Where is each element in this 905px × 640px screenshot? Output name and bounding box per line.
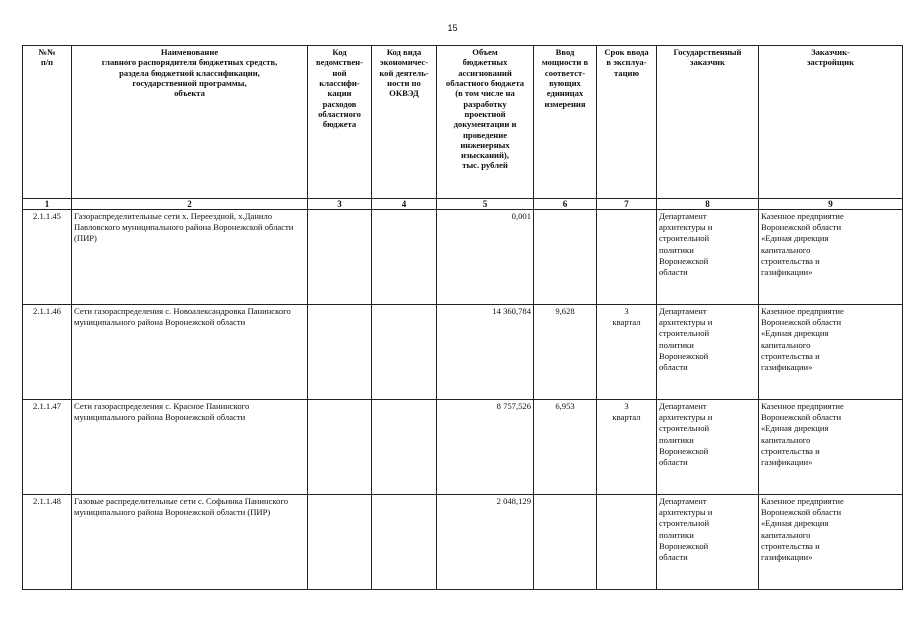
header-term: Срок ввода в эксплуа- тацию: [597, 46, 657, 199]
object-name: Сети газораспределения с. Новоалександровка Панинского муниципального района Воронежской области: [72, 305, 308, 400]
budget-table: [22, 45, 903, 590]
state-customer: Департамент архитектуры и строительной политики Воронежской области: [657, 495, 759, 590]
vedom-code: [308, 400, 372, 495]
row-number: 2.1.1.46: [23, 305, 72, 400]
capacity: 9,628: [534, 305, 597, 400]
commission-term: [597, 495, 657, 590]
object-name: Газовые распределительные сети с. Софьинка Панинского муниципального района Воронежской области (ПИР): [72, 495, 308, 590]
okved-code: [372, 495, 437, 590]
table-row: [23, 305, 903, 400]
header-okved: Код вида экономичес- кой деятель- ности по ОКВЭД: [372, 46, 437, 199]
commission-term: 3 квартал: [597, 400, 657, 495]
header-capacity: Ввод мощности в соответст- вующих единицах измерения: [534, 46, 597, 199]
header-customer: Государственный заказчик: [657, 46, 759, 199]
table-row: [23, 495, 903, 590]
budget-volume: 8 757,526: [437, 400, 534, 495]
vedom-code: [308, 495, 372, 590]
capacity: [534, 210, 597, 305]
okved-code: [372, 210, 437, 305]
column-number: 2: [72, 199, 308, 210]
header-vedom-code: Код ведомствен- ной классифи- кации расходов областного бюджета: [308, 46, 372, 199]
column-number: 8: [657, 199, 759, 210]
state-customer: Департамент архитектуры и строительной политики Воронежской области: [657, 305, 759, 400]
header-name: Наименование главного распорядителя бюджетных средств, раздела бюджетной классификации, государственной программы, объекта: [72, 46, 308, 199]
budget-volume: 2 048,129: [437, 495, 534, 590]
developer: Казенное предприятие Воронежской области «Единая дирекция капитального строительства и газификации»: [759, 210, 903, 305]
header-volume: Объем бюджетных ассигнований областного бюджета (в том числе на разработку проектной документации и проведение инженерных изысканий), тыс. рублей: [437, 46, 534, 199]
column-number: 1: [23, 199, 72, 210]
header-row: [23, 46, 903, 199]
budget-volume: 0,001: [437, 210, 534, 305]
commission-term: [597, 210, 657, 305]
budget-volume: 14 360,784: [437, 305, 534, 400]
okved-code: [372, 305, 437, 400]
table-row: [23, 400, 903, 495]
page-number: 15: [447, 23, 458, 33]
capacity: [534, 495, 597, 590]
column-number: 6: [534, 199, 597, 210]
header-developer: Заказчик- застройщик: [759, 46, 903, 199]
header-num: №№ п/п: [23, 46, 72, 199]
capacity: 6,953: [534, 400, 597, 495]
commission-term: 3 квартал: [597, 305, 657, 400]
column-number: 5: [437, 199, 534, 210]
column-number-row: [23, 199, 903, 210]
column-number: 4: [372, 199, 437, 210]
state-customer: Департамент архитектуры и строительной политики Воронежской области: [657, 210, 759, 305]
row-number: 2.1.1.48: [23, 495, 72, 590]
column-number: 9: [759, 199, 903, 210]
column-number: 3: [308, 199, 372, 210]
object-name: Газораспределительные сети х. Переездной, х.Данило Павловского муниципального района Воронежской области (ПИР): [72, 210, 308, 305]
object-name: Сети газораспределения с. Красное Панинского муниципального района Воронежской области: [72, 400, 308, 495]
developer: Казенное предприятие Воронежской области «Единая дирекция капитального строительства и газификации»: [759, 400, 903, 495]
vedom-code: [308, 210, 372, 305]
vedom-code: [308, 305, 372, 400]
developer: Казенное предприятие Воронежской области «Единая дирекция капитального строительства и газификации»: [759, 305, 903, 400]
column-number: 7: [597, 199, 657, 210]
table-row: [23, 210, 903, 305]
state-customer: Департамент архитектуры и строительной политики Воронежской области: [657, 400, 759, 495]
row-number: 2.1.1.47: [23, 400, 72, 495]
row-number: 2.1.1.45: [23, 210, 72, 305]
okved-code: [372, 400, 437, 495]
developer: Казенное предприятие Воронежской области «Единая дирекция капитального строительства и газификации»: [759, 495, 903, 590]
